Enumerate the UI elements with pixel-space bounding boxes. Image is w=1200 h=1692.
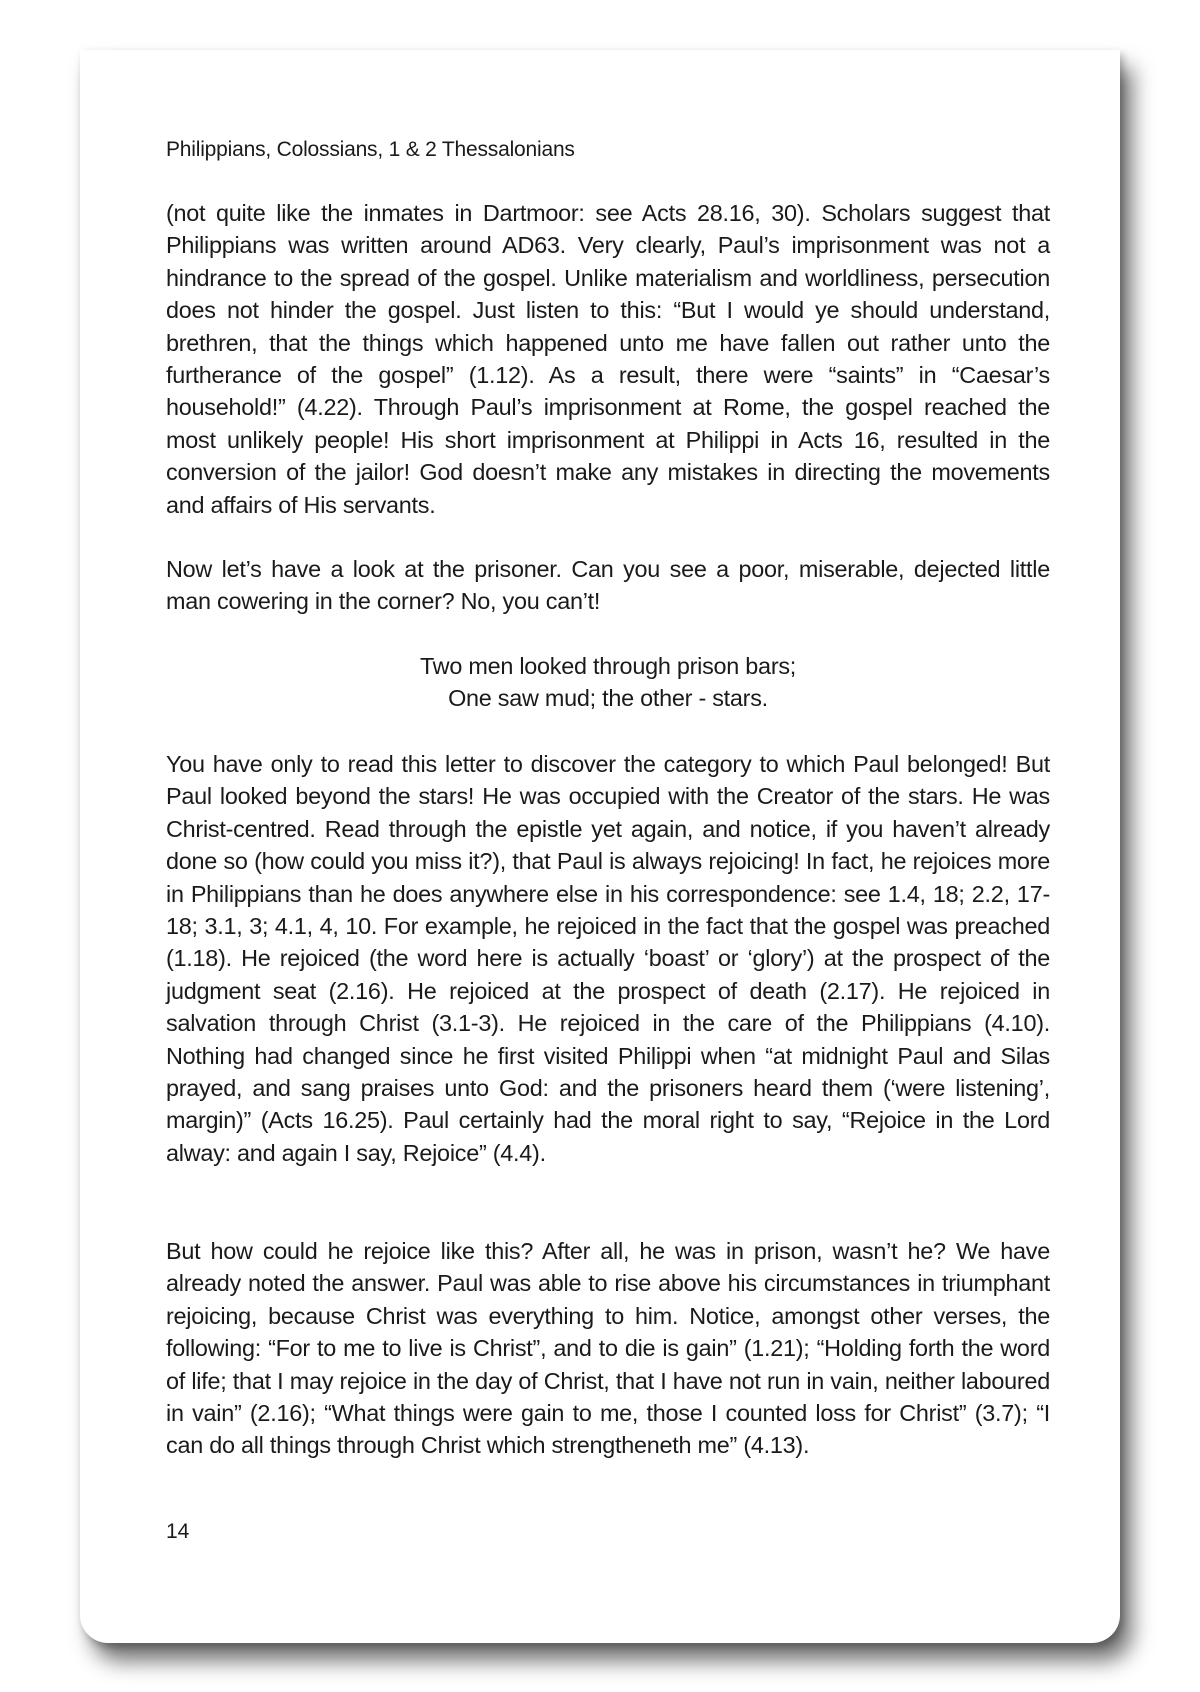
paragraph-imprisonment: (not quite like the inmates in Dartmoor: see Acts 28.16, 30). Scholars suggest that Philippians was written around AD63. Very clearly, Paul’s imprisonment was not a hindrance to the spread of the gospel. Unlike materialism and worldliness, persecution does not hinder the gospel. Just listen to this: “But I would ye should understand, brethren, that the things which happened unto me have fallen out rather unto the furtherance of the gospel” (1.12). As a result, there were “saints” in “Caesar’s household!” (4.22). Through Paul’s imprisonment at Rome, the gospel reached the most unlikely people! His short imprisonment at Philippi in Acts 16, resulted in the conversion of the jailor! God doesn’t make any mistakes in directing the movements and affairs of His servants. [166, 200, 1050, 518]
paragraph-rejoicing: You have only to read this letter to discover the category to which Paul belonged! But Paul looked beyond the stars! He was occupied with the Creator of the stars. He was Christ-centred. Read through the epistle yet again, and notice, if you haven’t already done so (how could you miss it?), that Paul is always rejoicing! In fact, he rejoices more in Philippians than he does anywhere else in his correspondence: see 1.4, 18; 2.2, 17-18; 3.1, 3; 4.1, 4, 10. For example, he rejoiced in the fact that the gospel was preached (1.18). He rejoiced (the word here is actually ‘boast’ or ‘glory’) at the prospect of the judgment seat (2.16). He rejoiced at the prospect of death (2.17). He rejoiced in salvation through Christ (3.1-3). He rejoiced in the care of the Philippians (4.10). Nothing had changed since he first visited Philippi when “at midnight Paul and Silas prayed, and sang praises unto God: and the prisoners heard them (‘were listening’, margin)” (Acts 16.25). Paul certainly had the moral right to say, “Rejoice in the Lord alway: and again I say, Rejoice” (4.4). [166, 751, 1050, 1166]
running-head: Philippians, Colossians, 1 & 2 Thessalonians [166, 138, 575, 161]
poem-couplet [166, 650, 1050, 715]
page-number: 14 [166, 1520, 190, 1543]
poem-line: Two men looked through prison bars; [419, 653, 797, 679]
poem-line: One saw mud; the other - stars. [448, 685, 768, 712]
paragraph-christ-everything: But how could he rejoice like this? After all, he was in prison, wasn’t he? We have already noted the answer. Paul was able to rise above his circumstances in triumphant rejoicing, because Christ was everything to him. Notice, amongst other verses, the following: “For to me to live is Christ”, and to die is gain” (1.21); “Holding forth the word of life; that I may rejoice in the day of Christ, that I have not run in vain, neither laboured in vain” (2.16); “What things were gain to me, those I counted loss for Christ” (3.7); “I can do all things through Christ which strengtheneth me” (4.13). [166, 1238, 1050, 1459]
paragraph-prisoner: Now let’s have a look at the prisoner. Can you see a poor, miserable, dejected little man cowering in the corner? No, you can’t! [166, 556, 1050, 615]
